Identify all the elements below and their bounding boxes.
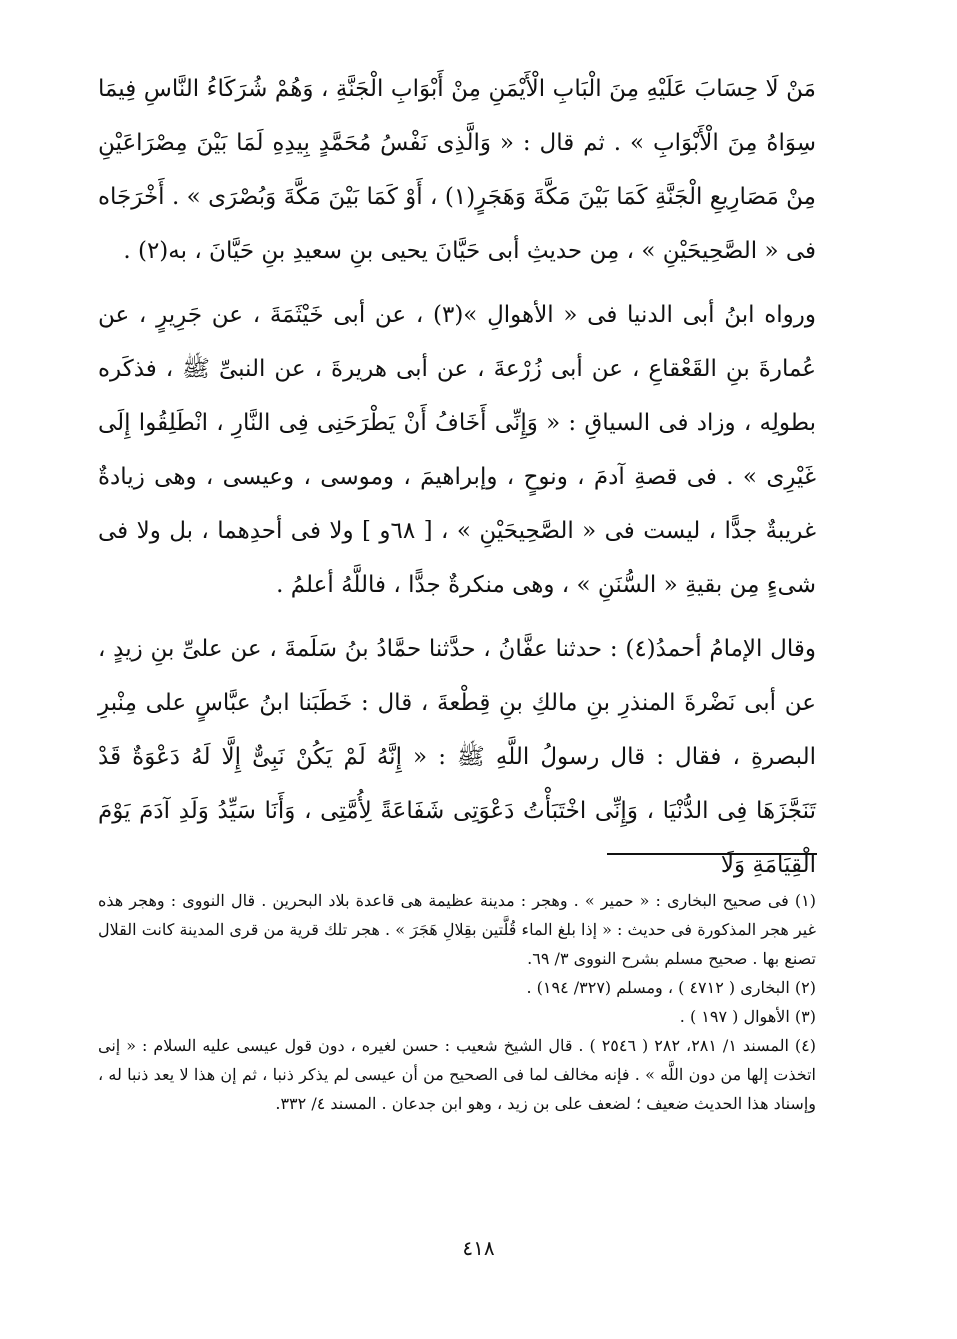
main-text (98, 62, 816, 892)
body-paragraph-3: وقال الإمامُ أحمدُ(٤) : حدثنا عفَّانُ ، حدَّثنا حمَّادُ بنُ سَلَمةَ ، عن علىِّ بنِ زيدٍ ، عن أبى نَضْرةَ المنذرِ بنِ مالكِ بنِ قِطْعةَ ، قال : خَطَبَنا ابنُ عبَّاسٍ على مِنْبرِ البصرةِ ، فقال : قال رسولُ اللَّهِ ﷺ : « إِنَّهُ لَمْ يَكُنْ نَبِىٌّ إِلَّا لَهُ دَعْوَةٌ قَدْ تَنَجَّزَهَا فِى الدُّنْيَا ، وَإِنِّى اخْتَبَأْتُ دَعْوَتِى شَفَاعَةً لِأُمَّتِى ، وَأَنَا سَيِّدُ وَلَدِ آدَمَ يَوْمَ الْقِيَامَةِ وَلَا (98, 636, 816, 878)
page-number: ٤١٨ (462, 1236, 495, 1260)
footnote-2: (٢) البخارى ( ٤٧١٢ ) ، ومسلم (٣٢٧/ ١٩٤) . (526, 978, 816, 997)
footnote-3: (٣) الأهوال ( ١٩٧ ) . (679, 1007, 816, 1026)
footnote-4: (٤) المسند ١/ ٢٨١، ٢٨٢ ( ٢٥٤٦ ) . قال الشيخ شعيب : حسن لغيره ، دون قول عيسى عليه السلام : « إنى اتخذت إلها من دون اللَّه » . فإنه مخالف لما فى الصحيح من أن عيسى لم يذكر ذنبا ، ثم إن هذا لا يعد ذنبا له ، وإسناد هذا الحديث ضعيف ؛ لضعف على بن زيد ، وهو ابن جدعان . المسند ٤/ ٣٣٢. (98, 1036, 817, 1113)
footnote-1: (١) فى صحيح البخارى : « حمير » . وهجر : مدينة عظيمة هى قاعدة بلاد البحرين . قال النووى : وهجر هذه غير هجر المذكورة فى حديث : « إذا بلغ الماء قُلَّتين بقِلالِ هَجَرَ » . هجر تلك قرية من قرى المدينة كانت القلال تصنع بها . صحيح مسلم بشرح النووى ٣/ ٦٩. (98, 891, 816, 968)
body-paragraph-2: ورواه ابنُ أبى الدنيا فى « الأهوالِ »(٣) ، عن أبى خَيْثَمَةَ ، عن جَرِيرٍ ، عن عُمارةَ بنِ القَعْقاعِ ، عن أبى زُرْعةَ ، عن أبى هريرةَ ، عن النبىِّ ﷺ ، فذكَره بطولِه ، وزاد فى السياقِ : « وَإِنِّى أَخَافُ أَنْ يَطْرَحَنِى فِى النَّارِ ، انْطَلِقُوا إِلَى غَيْرِى » . فى قصةِ آدمَ ، ونوحٍ ، وإبراهيمَ ، وموسى ، وعيسى ، وهى زيادةٌ غريبةٌ جدًّا ، ليست فى « الصَّحِيحَيْنِ » ، [ ٦٨و ] ولا فى أحدِهما ، بل ولا فى شىءٍ مِن بقيةِ « السُّنَنِ » ، وهى منكرةٌ جدًّا ، فاللَّهُ أعلمُ . (98, 302, 816, 598)
body-paragraph-1: مَنْ لَا حِسَابَ عَلَيْهِ مِنَ الْبَابِ الْأَيْمَنِ مِنْ أَبْوَابِ الْجَنَّةِ ، وَهُمْ شُرَكَاءُ النَّاسِ فِيمَا سِوَاهُ مِنَ الْأَبْوَابِ » . ثم قال : « وَالَّذِى نَفْسُ مُحَمَّدٍ بِيدِهِ لَمَا بَيْنَ مِصْرَاعَيْنِ مِنْ مَصَارِيعِ الْجَنَّةِ كَمَا بَيْنَ مَكَّةَ وَهَجَرٍ(١) ، أَوْ كَمَا بَيْنَ مَكَّةَ وَبُصْرَى » . أَخْرَجَاه فى « الصَّحِيحَيْنِ » ، مِن حديثِ أبى حَيَّانَ يحيى بنِ سعيدِ بنِ حَيَّانَ ، به(٢) . (98, 76, 816, 264)
footnote-separator (607, 853, 817, 855)
footnotes (98, 886, 816, 1118)
